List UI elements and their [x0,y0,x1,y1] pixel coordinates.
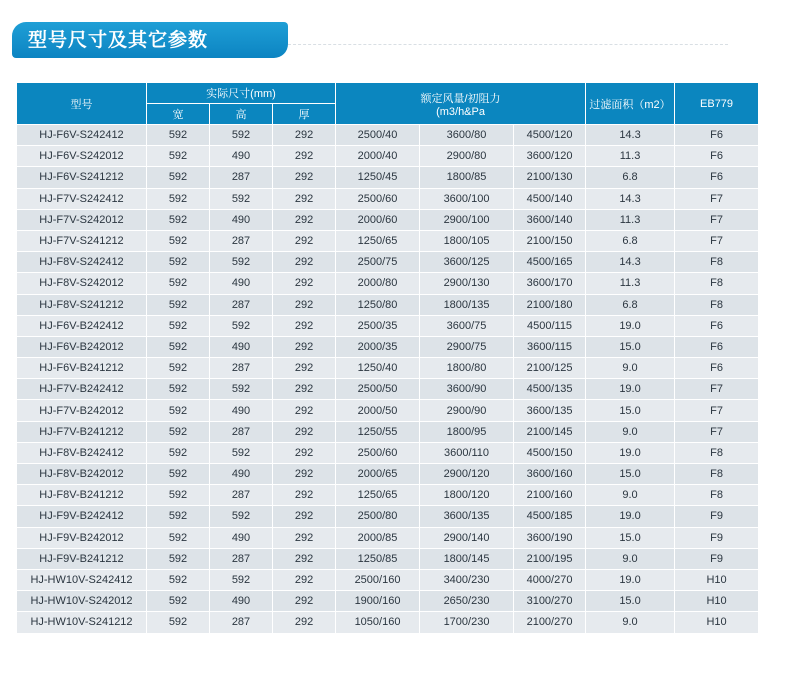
cell-airflow-3: 3600/160 [514,464,586,485]
cell-airflow-3: 4500/150 [514,442,586,463]
cell-eb779-class: F8 [675,442,759,463]
cell-airflow-3: 4500/120 [514,125,586,146]
cell-thickness: 292 [273,358,336,379]
cell-thickness: 292 [273,464,336,485]
cell-width: 592 [147,294,210,315]
cell-height: 490 [210,146,273,167]
cell-airflow-1: 2000/65 [336,464,420,485]
cell-airflow-3: 2100/130 [514,167,586,188]
cell-model: HJ-F6V-S241212 [17,167,147,188]
cell-width: 592 [147,315,210,336]
cell-airflow-2: 2650/230 [420,591,514,612]
table-row [17,294,759,315]
header-airflow-line1: 额定风量/初阻力 [420,92,501,105]
cell-airflow-2: 2900/100 [420,209,514,230]
cell-filter-area: 9.0 [586,612,675,633]
cell-width: 592 [147,485,210,506]
cell-height: 490 [210,209,273,230]
cell-filter-area: 9.0 [586,421,675,442]
cell-airflow-2: 3600/125 [420,252,514,273]
cell-filter-area: 15.0 [586,464,675,485]
cell-airflow-3: 4000/270 [514,569,586,590]
cell-airflow-1: 1050/160 [336,612,420,633]
cell-thickness: 292 [273,485,336,506]
cell-width: 592 [147,125,210,146]
cell-model: HJ-F6V-B242012 [17,336,147,357]
cell-airflow-2: 2900/90 [420,400,514,421]
cell-model: HJ-F9V-B242012 [17,527,147,548]
table-row [17,167,759,188]
cell-thickness: 292 [273,527,336,548]
cell-eb779-class: F7 [675,400,759,421]
cell-airflow-2: 1800/80 [420,358,514,379]
table-row [17,230,759,251]
cell-airflow-1: 2500/160 [336,569,420,590]
cell-filter-area: 6.8 [586,294,675,315]
cell-height: 287 [210,612,273,633]
header-filter-area: 过滤面积（m2） [586,83,675,125]
cell-airflow-3: 4500/140 [514,188,586,209]
cell-airflow-2: 2900/75 [420,336,514,357]
cell-height: 287 [210,358,273,379]
cell-thickness: 292 [273,591,336,612]
cell-eb779-class: F7 [675,230,759,251]
cell-height: 490 [210,336,273,357]
cell-airflow-3: 2100/150 [514,230,586,251]
cell-thickness: 292 [273,230,336,251]
table-row [17,485,759,506]
cell-airflow-2: 3600/100 [420,188,514,209]
cell-airflow-3: 3600/190 [514,527,586,548]
cell-airflow-1: 2000/50 [336,400,420,421]
cell-eb779-class: F8 [675,294,759,315]
cell-airflow-2: 2900/120 [420,464,514,485]
cell-width: 592 [147,209,210,230]
cell-filter-area: 6.8 [586,230,675,251]
cell-airflow-2: 1800/120 [420,485,514,506]
cell-model: HJ-F8V-S242412 [17,252,147,273]
cell-height: 287 [210,294,273,315]
cell-airflow-1: 2500/80 [336,506,420,527]
cell-eb779-class: H10 [675,591,759,612]
cell-height: 592 [210,569,273,590]
spec-table-body [17,125,759,634]
cell-filter-area: 19.0 [586,379,675,400]
cell-width: 592 [147,527,210,548]
cell-thickness: 292 [273,209,336,230]
cell-height: 287 [210,167,273,188]
cell-model: HJ-F8V-S242012 [17,273,147,294]
cell-airflow-1: 2500/40 [336,125,420,146]
header-width: 宽 [147,104,210,125]
cell-height: 490 [210,400,273,421]
cell-width: 592 [147,569,210,590]
table-row [17,125,759,146]
cell-width: 592 [147,379,210,400]
cell-width: 592 [147,421,210,442]
cell-model: HJ-HW10V-S241212 [17,612,147,633]
cell-airflow-3: 4500/185 [514,506,586,527]
cell-airflow-2: 2900/130 [420,273,514,294]
cell-eb779-class: F9 [675,506,759,527]
table-row [17,209,759,230]
cell-eb779-class: F7 [675,188,759,209]
cell-thickness: 292 [273,336,336,357]
cell-thickness: 292 [273,273,336,294]
cell-airflow-1: 2500/35 [336,315,420,336]
cell-model: HJ-F8V-B242012 [17,464,147,485]
table-row [17,315,759,336]
cell-eb779-class: F6 [675,167,759,188]
cell-width: 592 [147,188,210,209]
cell-filter-area: 9.0 [586,485,675,506]
cell-airflow-2: 2900/140 [420,527,514,548]
cell-airflow-1: 2000/60 [336,209,420,230]
cell-height: 592 [210,379,273,400]
cell-eb779-class: F6 [675,336,759,357]
cell-airflow-3: 2100/180 [514,294,586,315]
cell-eb779-class: F6 [675,146,759,167]
cell-width: 592 [147,252,210,273]
cell-eb779-class: F7 [675,421,759,442]
cell-model: HJ-F9V-B242412 [17,506,147,527]
cell-model: HJ-F8V-B242412 [17,442,147,463]
header-actual-size: 实际尺寸(mm) [147,83,336,104]
cell-height: 287 [210,230,273,251]
cell-thickness: 292 [273,442,336,463]
cell-airflow-2: 3600/110 [420,442,514,463]
title-divider [288,44,728,45]
table-row [17,591,759,612]
cell-thickness: 292 [273,188,336,209]
cell-model: HJ-F7V-S242012 [17,209,147,230]
cell-width: 592 [147,167,210,188]
cell-airflow-2: 1800/95 [420,421,514,442]
cell-airflow-2: 1800/145 [420,548,514,569]
cell-airflow-3: 2100/160 [514,485,586,506]
cell-filter-area: 19.0 [586,315,675,336]
cell-width: 592 [147,591,210,612]
cell-filter-area: 14.3 [586,188,675,209]
cell-airflow-2: 2900/80 [420,146,514,167]
cell-model: HJ-HW10V-S242412 [17,569,147,590]
table-row [17,146,759,167]
cell-height: 592 [210,442,273,463]
cell-height: 287 [210,421,273,442]
cell-height: 592 [210,315,273,336]
cell-thickness: 292 [273,400,336,421]
cell-airflow-3: 4500/165 [514,252,586,273]
cell-eb779-class: H10 [675,612,759,633]
table-row [17,464,759,485]
cell-airflow-1: 2500/60 [336,188,420,209]
cell-airflow-2: 3400/230 [420,569,514,590]
cell-thickness: 292 [273,379,336,400]
cell-filter-area: 19.0 [586,569,675,590]
cell-airflow-1: 1250/80 [336,294,420,315]
table-row [17,442,759,463]
cell-airflow-1: 2000/40 [336,146,420,167]
cell-eb779-class: H10 [675,569,759,590]
cell-height: 490 [210,464,273,485]
cell-model: HJ-F7V-S242412 [17,188,147,209]
table-row [17,379,759,400]
table-row [17,252,759,273]
cell-airflow-3: 3600/170 [514,273,586,294]
cell-filter-area: 15.0 [586,591,675,612]
cell-model: HJ-F8V-S241212 [17,294,147,315]
table-row [17,612,759,633]
cell-eb779-class: F8 [675,464,759,485]
cell-airflow-3: 2100/145 [514,421,586,442]
cell-height: 592 [210,188,273,209]
cell-filter-area: 15.0 [586,527,675,548]
spec-table [16,82,759,634]
cell-airflow-1: 2500/75 [336,252,420,273]
table-row [17,188,759,209]
header-airflow-line2: (m3/h&Pa [436,105,485,118]
cell-model: HJ-F7V-S241212 [17,230,147,251]
cell-thickness: 292 [273,146,336,167]
cell-airflow-3: 3100/270 [514,591,586,612]
cell-airflow-2: 3600/90 [420,379,514,400]
cell-airflow-1: 1250/45 [336,167,420,188]
cell-eb779-class: F8 [675,252,759,273]
cell-model: HJ-F6V-S242012 [17,146,147,167]
cell-height: 592 [210,506,273,527]
cell-eb779-class: F7 [675,379,759,400]
cell-eb779-class: F8 [675,273,759,294]
cell-model: HJ-F9V-B241212 [17,548,147,569]
cell-airflow-3: 4500/135 [514,379,586,400]
table-row [17,421,759,442]
cell-width: 592 [147,464,210,485]
cell-thickness: 292 [273,125,336,146]
cell-width: 592 [147,273,210,294]
cell-airflow-3: 3600/135 [514,400,586,421]
cell-eb779-class: F7 [675,209,759,230]
cell-airflow-1: 2000/85 [336,527,420,548]
cell-airflow-2: 3600/80 [420,125,514,146]
cell-eb779-class: F9 [675,527,759,548]
cell-eb779-class: F8 [675,485,759,506]
cell-width: 592 [147,612,210,633]
cell-airflow-1: 1250/65 [336,485,420,506]
cell-airflow-1: 2000/35 [336,336,420,357]
cell-airflow-2: 1800/85 [420,167,514,188]
cell-model: HJ-F7V-B242412 [17,379,147,400]
cell-filter-area: 15.0 [586,336,675,357]
cell-model: HJ-F7V-B242012 [17,400,147,421]
cell-filter-area: 6.8 [586,167,675,188]
cell-filter-area: 19.0 [586,442,675,463]
cell-width: 592 [147,230,210,251]
cell-width: 592 [147,506,210,527]
cell-height: 490 [210,273,273,294]
cell-thickness: 292 [273,421,336,442]
cell-airflow-2: 1800/135 [420,294,514,315]
cell-filter-area: 11.3 [586,146,675,167]
table-row [17,527,759,548]
cell-thickness: 292 [273,252,336,273]
cell-eb779-class: F6 [675,125,759,146]
table-row [17,548,759,569]
cell-eb779-class: F9 [675,548,759,569]
table-row [17,400,759,421]
cell-airflow-1: 1250/85 [336,548,420,569]
table-row [17,336,759,357]
cell-airflow-1: 1250/40 [336,358,420,379]
cell-thickness: 292 [273,315,336,336]
cell-height: 287 [210,548,273,569]
cell-width: 592 [147,400,210,421]
cell-filter-area: 15.0 [586,400,675,421]
table-row [17,358,759,379]
cell-airflow-1: 2500/50 [336,379,420,400]
cell-airflow-1: 1250/65 [336,230,420,251]
cell-airflow-3: 2100/125 [514,358,586,379]
header-model: 型号 [17,83,147,125]
cell-filter-area: 9.0 [586,358,675,379]
cell-thickness: 292 [273,506,336,527]
cell-airflow-2: 1700/230 [420,612,514,633]
cell-width: 592 [147,358,210,379]
cell-airflow-3: 4500/115 [514,315,586,336]
cell-airflow-3: 2100/195 [514,548,586,569]
cell-width: 592 [147,146,210,167]
cell-height: 490 [210,527,273,548]
cell-height: 490 [210,591,273,612]
cell-filter-area: 19.0 [586,506,675,527]
header-airflow [336,83,586,125]
cell-model: HJ-F6V-B241212 [17,358,147,379]
cell-model: HJ-F6V-S242412 [17,125,147,146]
cell-width: 592 [147,336,210,357]
cell-airflow-3: 2100/270 [514,612,586,633]
cell-airflow-1: 1900/160 [336,591,420,612]
cell-airflow-1: 1250/55 [336,421,420,442]
cell-filter-area: 11.3 [586,209,675,230]
cell-airflow-1: 2000/80 [336,273,420,294]
table-row [17,506,759,527]
cell-airflow-2: 3600/75 [420,315,514,336]
cell-thickness: 292 [273,167,336,188]
header-eb779: EB779 [675,83,759,125]
cell-airflow-2: 1800/105 [420,230,514,251]
cell-model: HJ-F8V-B241212 [17,485,147,506]
cell-eb779-class: F6 [675,358,759,379]
cell-eb779-class: F6 [675,315,759,336]
cell-height: 592 [210,125,273,146]
section-title: 型号尺寸及其它参数 [12,22,288,58]
cell-filter-area: 9.0 [586,548,675,569]
cell-filter-area: 11.3 [586,273,675,294]
cell-filter-area: 14.3 [586,125,675,146]
cell-width: 592 [147,548,210,569]
cell-model: HJ-HW10V-S242012 [17,591,147,612]
header-height: 高 [210,104,273,125]
cell-model: HJ-F6V-B242412 [17,315,147,336]
table-row [17,569,759,590]
cell-thickness: 292 [273,548,336,569]
cell-height: 287 [210,485,273,506]
cell-filter-area: 14.3 [586,252,675,273]
cell-thickness: 292 [273,569,336,590]
header-thickness: 厚 [273,104,336,125]
cell-model: HJ-F7V-B241212 [17,421,147,442]
cell-thickness: 292 [273,612,336,633]
cell-height: 592 [210,252,273,273]
cell-airflow-3: 3600/120 [514,146,586,167]
cell-airflow-3: 3600/115 [514,336,586,357]
table-row [17,273,759,294]
cell-airflow-1: 2500/60 [336,442,420,463]
cell-airflow-3: 3600/140 [514,209,586,230]
cell-airflow-2: 3600/135 [420,506,514,527]
cell-width: 592 [147,442,210,463]
cell-thickness: 292 [273,294,336,315]
